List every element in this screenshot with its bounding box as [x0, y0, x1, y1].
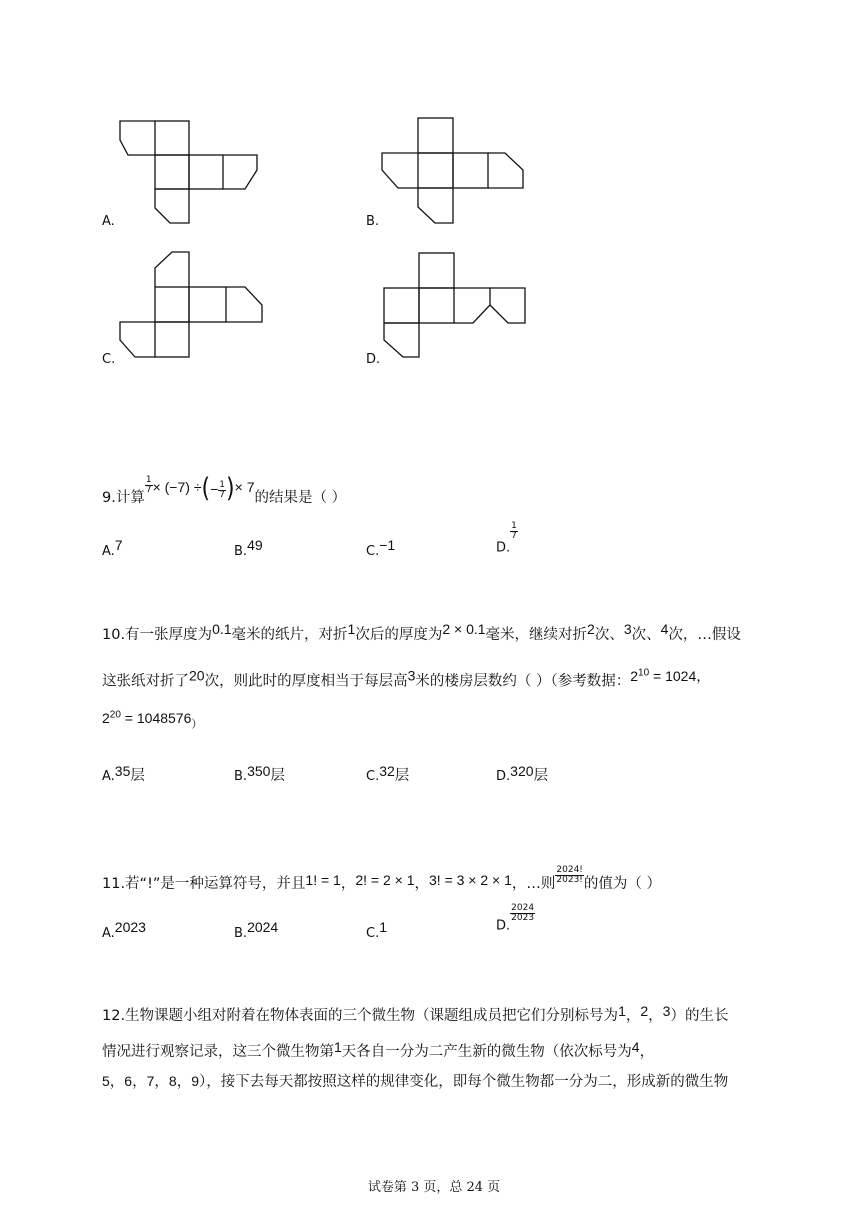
q10-line-2: 这张纸对折了20次，则此时的厚度相当于每层高3米的楼房层数约（ ）（参考数据：$2^{10} = 1024$，	[102, 667, 711, 690]
q9-option-b: B.49	[234, 537, 263, 559]
q10-option-c: C.32层	[366, 763, 410, 784]
q11-option-d-fraction: $\frac{2024}{2023}$	[511, 903, 535, 923]
q9-option-a: A.7	[102, 537, 123, 559]
q12-line-2: 情况进行观察记录，这三个微生物第1天各自一分为二产生新的微生物（依次标号为4，	[102, 1039, 655, 1060]
q10-option-b: B.350层	[234, 763, 285, 784]
page-footer: 试卷第 3 页，总 24 页	[367, 1180, 501, 1195]
q8-option-c-label: C.	[102, 352, 116, 367]
q12-line-1: 12.生物课题小组对附着在物体表面的三个微生物（课题组成员把它们分别标号为1，2，3）的生长	[102, 1003, 729, 1024]
q8-net-d	[378, 248, 530, 362]
q8-option-b-label: B.	[366, 214, 380, 229]
q8-option-a-label: A.	[102, 214, 115, 229]
q9-expr-mid2: × 7	[234, 479, 255, 495]
q10-option-a: A.35层	[102, 763, 145, 784]
q9-fraction-2: $\frac{1}{7}$	[219, 479, 226, 500]
q11-option-c: C.1	[366, 919, 388, 941]
q10-line-3: $2^{20} = 1048576$）	[102, 709, 203, 731]
q8-net-c	[114, 246, 268, 360]
q9-right-paren: )	[226, 474, 235, 505]
q9-expr-mid1: × (−7) ÷	[152, 479, 202, 495]
q8-option-d-label: D.	[366, 352, 381, 367]
q9-left-paren: (	[201, 474, 211, 505]
q12-line-3: 5，6，7，8，9），接下去每天都按照这样的规律变化，即每个微生物都一分为二，形成新的微生物	[102, 1073, 729, 1090]
q10-option-d: D.320层	[496, 763, 549, 784]
q9-fraction-1: $\frac{1}{7}$	[145, 475, 152, 495]
q9-stem	[102, 476, 346, 506]
q9-option-d-fraction: $\frac{1}{7}$	[511, 521, 517, 541]
q9-prefix: 9.计算	[102, 490, 145, 506]
q11-option-a: A.2023	[102, 919, 146, 941]
q11-option-b: B.2024	[234, 919, 279, 941]
q9-option-c: C.−1	[366, 537, 396, 559]
q8-net-a	[110, 110, 270, 230]
q11-fraction: $\frac{2024!}{2023!}$	[556, 865, 583, 885]
q9-minus: −	[210, 481, 219, 497]
q11-option-d: D. $\frac{2024}{2023}$	[496, 903, 535, 934]
q9-suffix: 的结果是（ ）	[254, 490, 347, 506]
q10-line-1: 10.有一张厚度为0.1毫米的纸片，对折1次后的厚度为2 × 0.1毫米，继续对折2次、3次、4次，…假设	[102, 621, 741, 643]
q8-net-b	[378, 112, 528, 228]
q9-option-d: D. $\frac{1}{7}$	[496, 521, 517, 556]
q11-stem: 11.若“!”是一种运算符号，并且1! = 1，2! = 2 × 1，3! = 3 × 2 × 1，…则 $\frac{2024!}{2023!}$ 的值为（ ）	[102, 865, 662, 892]
